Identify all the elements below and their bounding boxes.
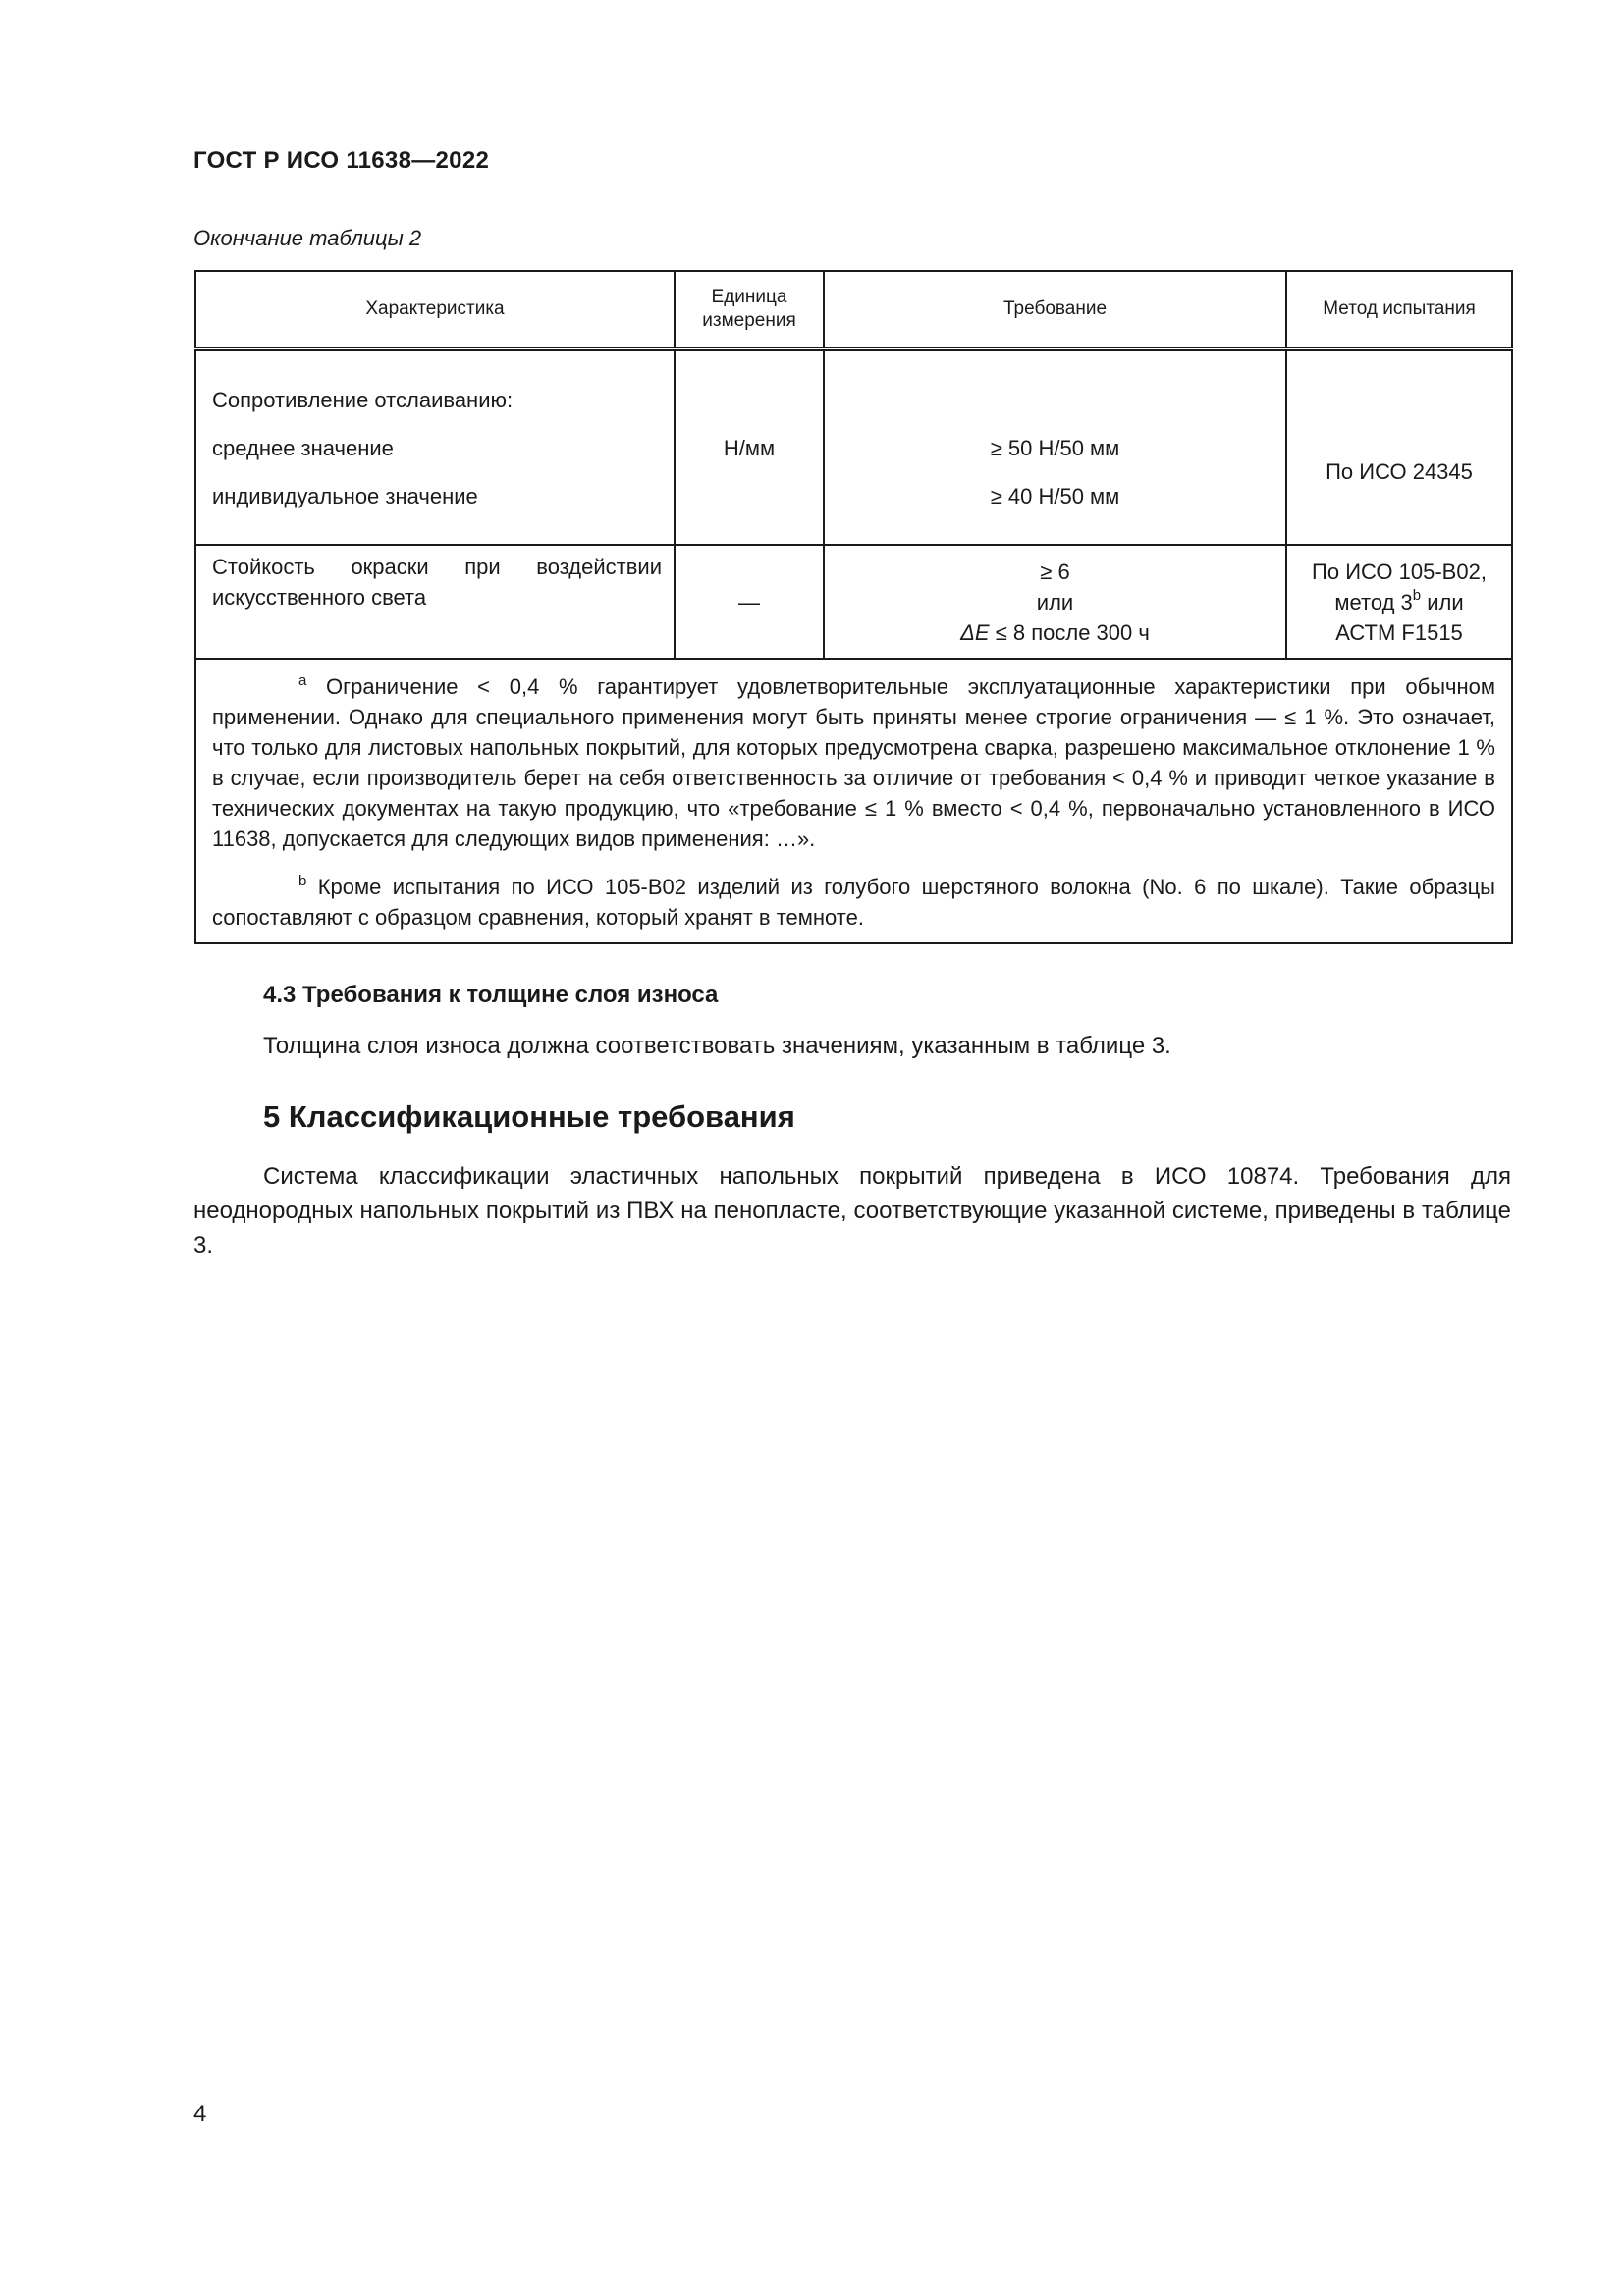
footnote-mark: b [298,872,307,889]
column-header: Требование [824,271,1286,349]
unit-value: — [738,589,760,614]
table-row [195,545,1512,659]
section-heading: 5 Классификационные требования [263,1099,795,1134]
column-header: Единица измерения [675,271,824,349]
table-caption: Окончание таблицы 2 [193,226,422,250]
footnote-text: Ограничение < 0,4 % гарантирует удовлетворительные эксплуатационные характеристики при обычном применении. Однако для специального применения могут быть приняты менее строгие ограничения — ≤ 1 %. Это означает, что только для листовых напольных покрытий, для которых предусмотрена сварка, разрешено максимальное отклонение 1 % в случае, если производитель берет на себя ответственность за отличие от требования < 0,4 % и приводит четкое указание в технических документах на такую продукцию, что «требование ≤ 1 % вместо < 0,4 %, первоначально установленного в ИСО 11638, допускается для следующих видов применения: …». [212,674,1495,851]
requirement-line [825,617,1285,648]
table-notes-row [195,659,1512,943]
method-cell [1286,545,1512,659]
method-line [1287,587,1511,617]
column-header: Метод испытания [1286,271,1512,349]
characteristic-cell [195,349,675,546]
document-header: ГОСТ Р ИСО 11638—2022 [193,147,490,174]
footnote-b [212,872,1495,933]
table-notes [195,659,1512,943]
paragraph: Система классификации эластичных напольных покрытий приведена в ИСО 10874. Требования для неоднородных напольных покрытий из ПВХ на пенопласте, соответствующие указанной системе, приведены в таблице 3. [193,1163,1511,1258]
characteristic-sub-label: индивидуальное значение [212,483,478,508]
requirement-line: ≥ 6 [1040,559,1070,584]
characteristic-sub-label: среднее значение [212,435,394,460]
footnote-mark: a [298,671,307,689]
requirement-value: ≥ 40 Н/50 мм [990,483,1120,508]
requirement-value: ≥ 50 Н/50 мм [990,435,1120,460]
requirements-table [194,270,1513,944]
unit-cell [675,545,824,659]
method-line: По ИСО 105-В02, [1312,559,1487,584]
characteristic-label: Сопротивление отслаиванию: [212,387,514,412]
requirement-cell [824,545,1286,659]
method-line-text: метод 3 [1334,589,1413,614]
footnote-ref-b: b [1412,587,1422,605]
unit-cell [675,349,824,546]
method-line: АСТМ F1515 [1335,619,1463,645]
footnote-a [212,671,1495,854]
method-line-text: или [1421,589,1464,614]
unit-value: Н/мм [723,435,776,460]
requirement-line: или [1036,589,1074,614]
method-value: По ИСО 24345 [1326,458,1473,484]
characteristic-cell [195,545,675,659]
subsection-heading: 4.3 Требования к толщине слоя износа [263,982,719,1008]
delta-e-symbol: ΔE [960,619,990,645]
paragraph: Толщина слоя износа должна соответствовать значениям, указанным в таблице 3. [263,1033,1171,1059]
method-cell [1286,349,1512,546]
page-number: 4 [193,2101,207,2127]
column-header: Характеристика [195,271,675,349]
table-header-row [195,271,1512,349]
characteristic-label: Стойкость окраски при воздействии искусственного света [212,555,662,610]
requirement-cell [824,349,1286,546]
footnote-text: Кроме испытания по ИСО 105-В02 изделий из голубого шерстяного волокна (No. 6 по шкале). Такие образцы сопоставляют с образцом сравнения, который хранят в темноте. [212,875,1495,930]
table-row [195,349,1512,546]
requirement-line-rest: ≤ 8 после 300 ч [989,619,1150,645]
